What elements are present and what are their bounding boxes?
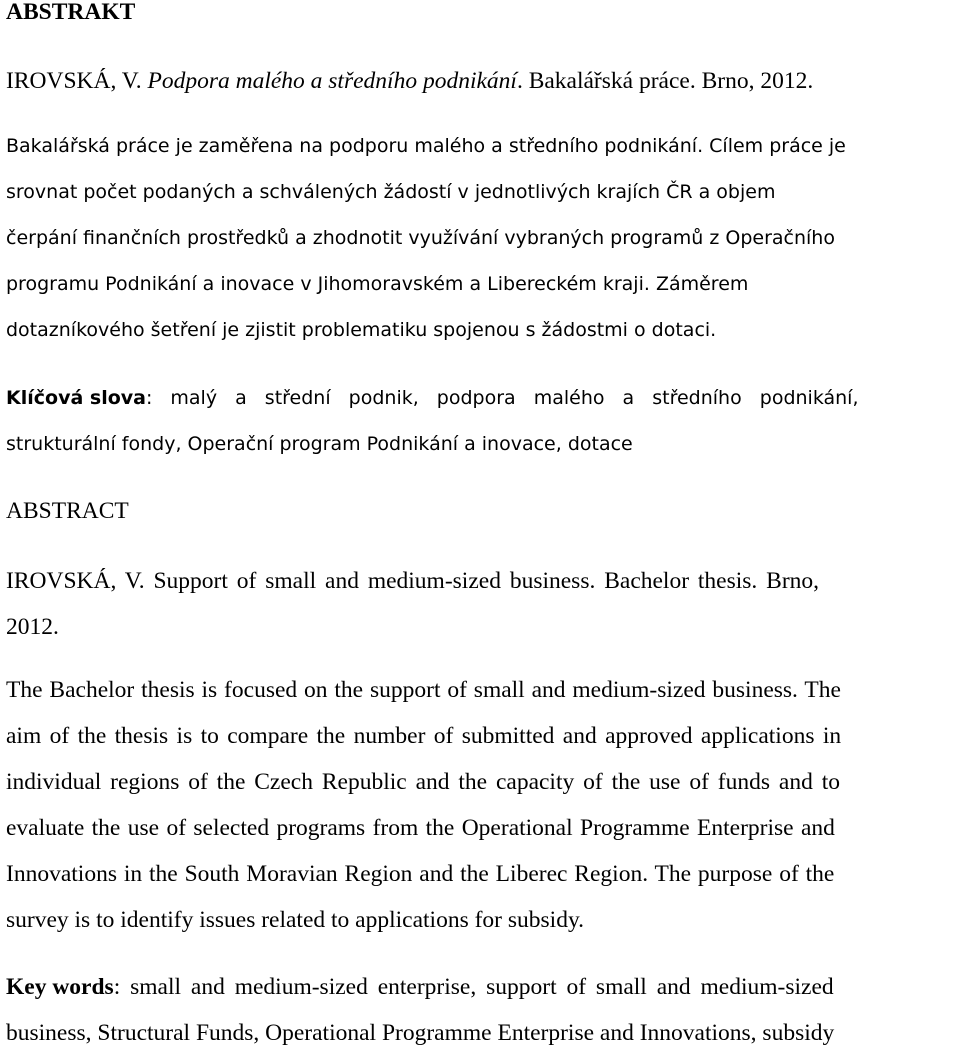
- cz-abstract-line: [6, 215, 956, 261]
- en-heading-block: [6, 488, 956, 534]
- en-keywords-label: Key words: [6, 974, 114, 1000]
- cz-heading-block: [6, 0, 956, 25]
- en-abstract-line: [6, 667, 956, 713]
- en-keywords-text: business, Structural Funds, Operational Programme Enterprise and Innovations, subsidy: [6, 1020, 835, 1046]
- en-citation: [6, 558, 956, 650]
- cz-keywords-text: strukturální fondy, Operační program Podnikání a inovace, dotace: [6, 433, 633, 455]
- cz-heading: ABSTRAKT: [6, 0, 136, 25]
- cz-abstract-line: [6, 123, 956, 169]
- cz-citation-title: Podpora malého a středního podnikání: [147, 68, 517, 94]
- en-abstract-text: survey is to identify issues related to applications for subsidy.: [6, 907, 585, 933]
- en-abstract-text: individual regions of the Czech Republic and the capacity of the use of funds and to: [6, 769, 840, 795]
- en-abstract-line: [6, 805, 956, 851]
- en-abstract-text: evaluate the use of selected programs from the Operational Programme Enterprise and: [6, 815, 835, 841]
- en-keywords: [6, 964, 956, 1056]
- cz-abstract-text: srovnat počet podaných a schválených žádostí v jednotlivých krajích ČR a objem: [6, 181, 776, 203]
- cz-keywords-label: Klíčová slova: [6, 387, 146, 409]
- en-citation-line: 2012.: [6, 614, 59, 640]
- cz-abstract-line: [6, 307, 956, 353]
- en-abstract-text: Innovations in the South Moravian Region and the Liberec Region. The purpose of the: [6, 861, 835, 887]
- en-abstract-line: [6, 851, 956, 897]
- cz-citation-rest: . Bakalářská práce. Brno, 2012.: [516, 68, 814, 94]
- en-abstract-line: [6, 897, 956, 943]
- cz-abstract: [6, 123, 956, 353]
- cz-abstract-text: čerpání finančních prostředků a zhodnotit využívání vybraných programů z Operačního: [6, 227, 835, 249]
- en-abstract: [6, 667, 956, 943]
- en-abstract-line: [6, 759, 956, 805]
- cz-abstract-text: dotazníkového šetření je zjistit problematiku spojenou s žádostmi o dotaci.: [6, 319, 717, 341]
- cz-abstract-line: [6, 169, 956, 215]
- en-abstract-text: aim of the thesis is to compare the number of submitted and approved applications in: [6, 723, 842, 749]
- cz-abstract-line: [6, 261, 956, 307]
- en-abstract-text: The Bachelor thesis is focused on the support of small and medium-sized business. The: [6, 677, 841, 703]
- cz-keywords-text: : malý a střední podnik, podpora malého a středního podnikání,: [145, 387, 859, 409]
- en-heading: ABSTRACT: [6, 498, 129, 524]
- cz-citation-author: IROVSKÁ, V.: [6, 68, 148, 94]
- en-citation-line: IROVSKÁ, V. Support of small and medium-sized business. Bachelor thesis. Brno,: [6, 568, 820, 594]
- cz-citation: [6, 58, 956, 104]
- en-keywords-text: : small and medium-sized enterprise, support of small and medium-sized: [113, 974, 834, 1000]
- cz-abstract-text: Bakalářská práce je zaměřena na podporu malého a středního podnikání. Cílem práce je: [6, 135, 846, 157]
- cz-keywords: [6, 375, 956, 467]
- cz-abstract-text: programu Podnikání a inovace v Jihomoravském a Libereckém kraji. Záměrem: [6, 273, 749, 295]
- en-abstract-line: [6, 713, 956, 759]
